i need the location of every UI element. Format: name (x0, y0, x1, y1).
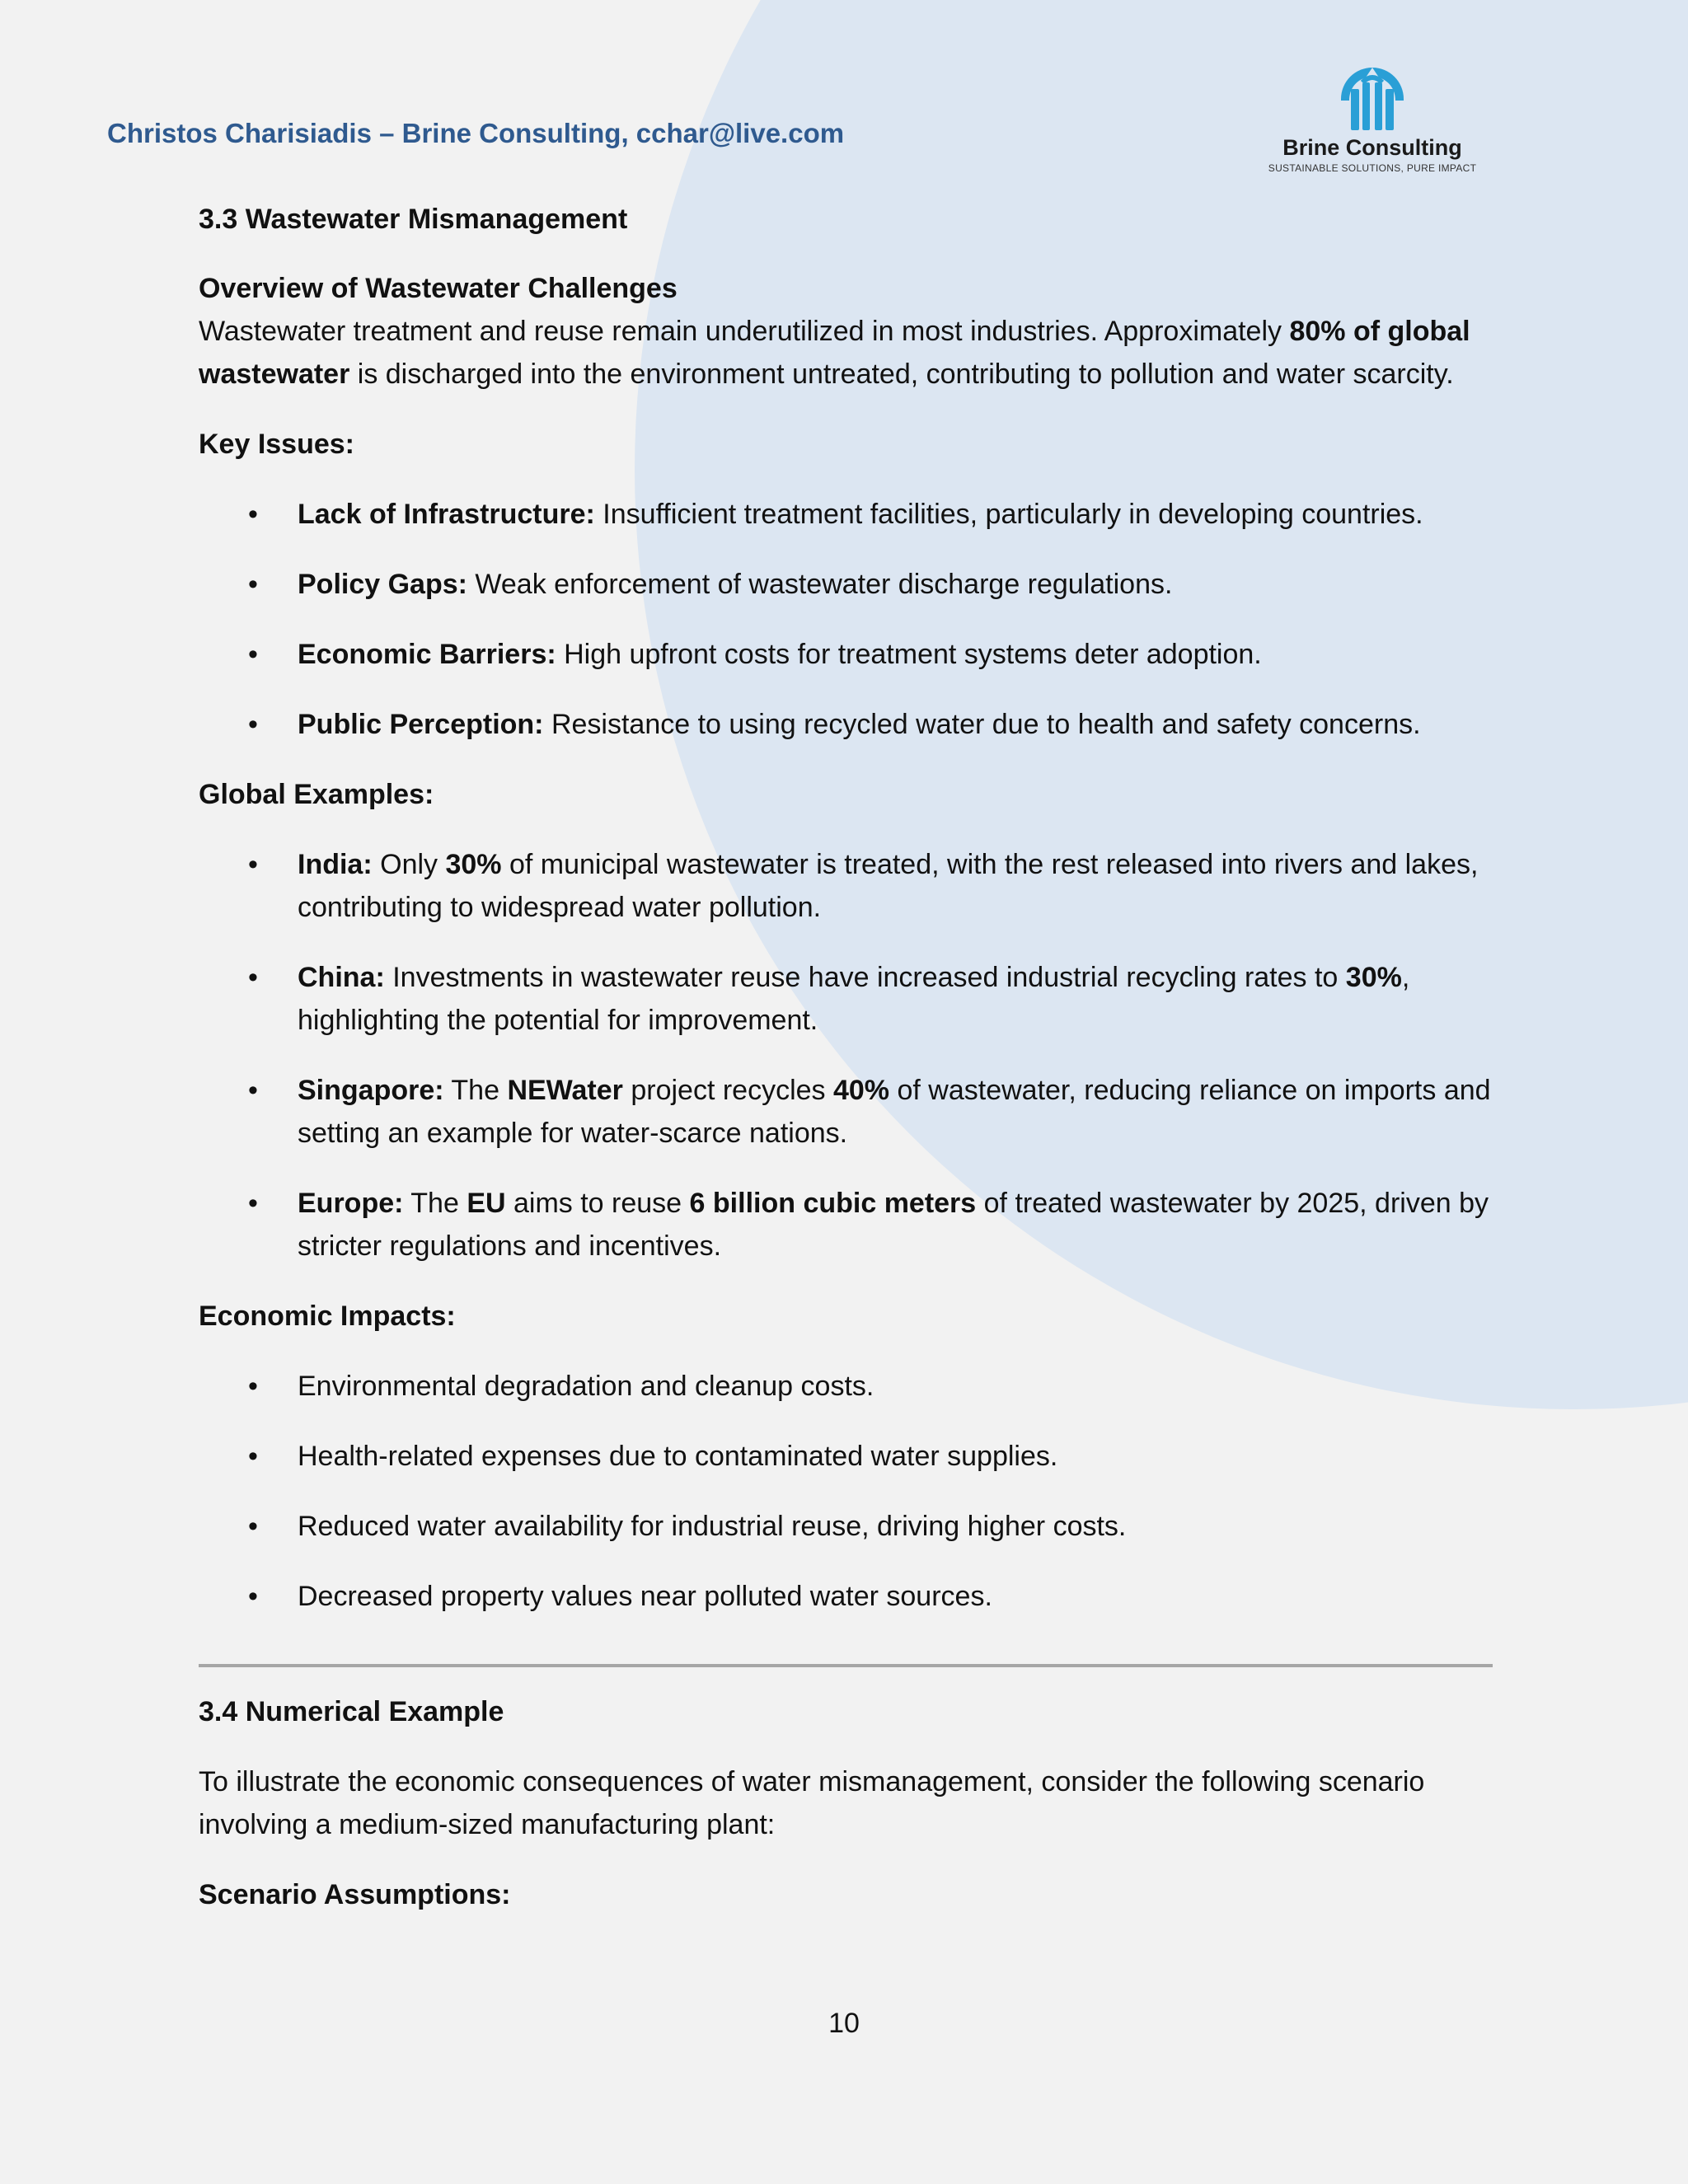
list-item (199, 703, 1493, 746)
list-item: • Health-related expenses due to contaminated water supplies. (199, 1435, 1493, 1478)
overview-paragraph (199, 310, 1493, 396)
item-term: Singapore: (298, 1075, 444, 1106)
list-item-europe (199, 1182, 1493, 1268)
list-item: • Environmental degradation and cleanup costs. (199, 1365, 1493, 1408)
global-examples-list (199, 843, 1493, 1268)
list-item (199, 563, 1493, 606)
logo-tagline: SUSTAINABLE SOLUTIONS, PURE IMPACT (1268, 162, 1477, 174)
item-term: China: (298, 962, 385, 993)
item-term: Europe: (298, 1188, 404, 1219)
item-term: Policy Gaps: (298, 569, 467, 600)
header-author-line: Christos Charisiadis – Brine Consulting, cchar@live.com (107, 118, 845, 148)
item-text: project recycles (622, 1075, 833, 1106)
global-examples-title: Global Examples: (199, 779, 434, 810)
list-item-singapore (199, 1069, 1493, 1155)
item-text: of treated wastewater by 2025, driven by stricter regulations and incentives. (298, 1188, 1489, 1262)
key-issues-list (199, 493, 1493, 746)
item-text: aims to reuse (505, 1188, 690, 1219)
item-text: of municipal wastewater is treated, with the rest released into rivers and lakes, contributing to widespread water pollution. (298, 849, 1479, 923)
main-content (199, 198, 1493, 1916)
water-columns-icon (1338, 64, 1407, 134)
list-item (199, 493, 1493, 536)
item-text: of wastewater, reducing reliance on imports and setting an example for water-scarce nations. (298, 1075, 1491, 1149)
item-bold: 30% (1345, 962, 1402, 993)
item-bold: 6 billion cubic meters (689, 1188, 977, 1219)
brine-consulting-logo (1265, 64, 1479, 188)
item-term: Economic Barriers: (298, 639, 556, 670)
item-text: Investments in wastewater reuse have increased industrial recycling rates to (384, 962, 1346, 993)
item-term: Lack of Infrastructure: (298, 499, 595, 530)
item-text: Insufficient treatment facilities, particularly in developing countries. (594, 499, 1423, 530)
list-item-india (199, 843, 1493, 929)
item-bold: 30% (445, 849, 502, 880)
overview-bold-1: 80% of global wastewater (199, 316, 1470, 390)
economic-impacts-list (199, 1365, 1493, 1618)
list-item (199, 633, 1493, 676)
overview-title: Overview of Wastewater Challenges (199, 273, 678, 304)
item-term: India: (298, 849, 373, 880)
key-issues-title: Key Issues: (199, 429, 354, 460)
item-text: High upfront costs for treatment systems deter adoption. (556, 639, 1262, 670)
item-bold: 40% (832, 1075, 890, 1106)
item-text: The (443, 1075, 508, 1106)
item-text: The (403, 1188, 467, 1219)
section-3-3-title: 3.3 Wastewater Mismanagement (199, 204, 628, 235)
overview-text-1: Wastewater treatment and reuse remain underutilized in most industries. Approximately (199, 316, 1290, 347)
numerical-example-intro: To illustrate the economic consequences of water mismanagement, consider the following scenario involving a medium-sized manufacturing plant: (199, 1766, 1425, 1840)
list-item: • Decreased property values near polluted water sources. (199, 1575, 1493, 1618)
item-text: , highlighting the potential for improvement. (298, 962, 1410, 1036)
item-bold: NEWater (507, 1075, 623, 1106)
overview-text-2: is discharged into the environment untreated, contributing to pollution and water scarcity. (349, 359, 1454, 390)
item-text: Resistance to using recycled water due to health and safety concerns. (543, 709, 1421, 740)
list-item-china (199, 956, 1493, 1042)
item-bold: EU (467, 1188, 506, 1219)
scenario-assumptions-title: Scenario Assumptions: (199, 1879, 511, 1910)
list-item: • Reduced water availability for industrial reuse, driving higher costs. (199, 1505, 1493, 1548)
page-number: 10 (828, 2008, 860, 2039)
item-text: Weak enforcement of wastewater discharge regulations. (467, 569, 1173, 600)
section-divider (199, 1664, 1493, 1667)
economic-impacts-title: Economic Impacts: (199, 1301, 456, 1332)
item-text: Only (372, 849, 446, 880)
section-3-4-title: 3.4 Numerical Example (199, 1696, 504, 1727)
item-term: Public Perception: (298, 709, 544, 740)
logo-name: Brine Consulting (1282, 135, 1462, 160)
